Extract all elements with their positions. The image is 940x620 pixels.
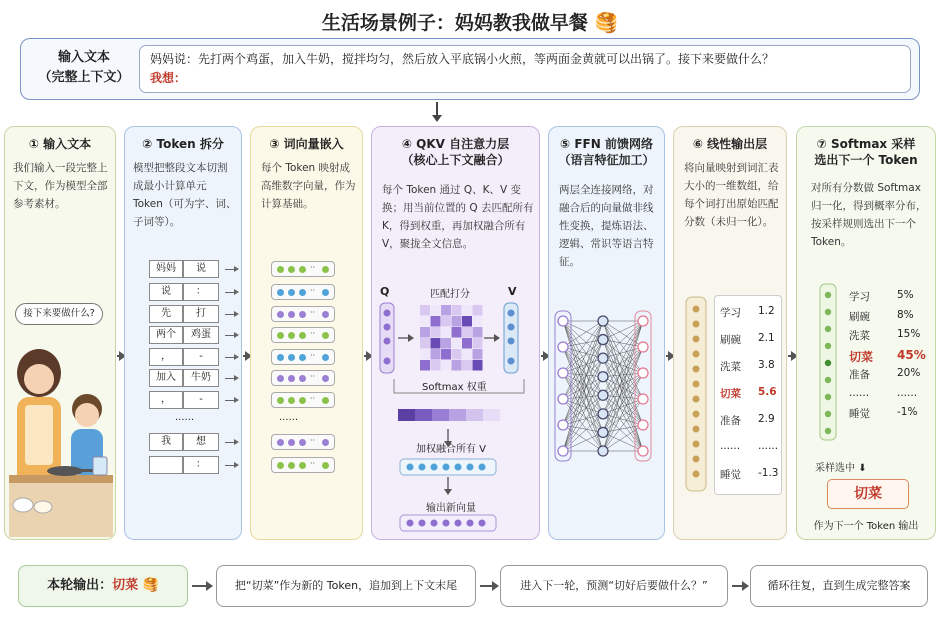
pancake-icon: 🥞	[594, 12, 619, 34]
embedding-vector: ··	[271, 370, 335, 386]
q-label: Q	[380, 285, 390, 298]
score-value: 2.1	[758, 332, 775, 344]
logit-dot	[693, 381, 700, 388]
attention-cell	[441, 305, 451, 316]
neuron	[638, 342, 648, 352]
attention-cell	[420, 338, 430, 349]
v-label: V	[508, 285, 517, 298]
logit-dot	[693, 366, 700, 373]
logit-dot	[693, 471, 700, 478]
attention-cell	[441, 338, 451, 349]
pancake-icon: 🥞	[142, 578, 159, 593]
attention-cell	[473, 360, 483, 371]
score-word: 洗菜	[720, 361, 741, 373]
token-cell: ，	[149, 391, 183, 409]
attention-cell	[452, 305, 462, 316]
embedding-vector: ··	[271, 392, 335, 408]
panel-title: ① 输入文本	[28, 137, 92, 151]
probability-dot	[825, 411, 831, 417]
panel-attention	[371, 126, 540, 540]
speech-bubble: 接下来要做什么?	[15, 303, 103, 325]
vector-dot	[443, 520, 450, 527]
neuron	[558, 420, 568, 430]
attention-cell	[452, 327, 462, 338]
attention-cell	[431, 305, 441, 316]
panel-desc: 每个 Token 映射成高维数字向量，作为计算基础。	[261, 162, 356, 210]
probability-word: 睡觉	[849, 408, 870, 420]
round-output-box: 本轮输出：切菜 🥞	[18, 565, 188, 607]
down-arrow-icon	[436, 102, 438, 118]
panel-input-text	[4, 126, 116, 540]
vector-dot	[419, 520, 426, 527]
score-word: 学习	[720, 307, 741, 319]
softmax-label: Softmax 权重	[422, 382, 487, 393]
softmax-weight-cell	[466, 409, 483, 421]
token-cell: ：	[183, 283, 219, 301]
logit-dot	[693, 426, 700, 433]
arrow-icon	[666, 355, 672, 357]
arrow-icon	[225, 442, 237, 443]
panel-desc: 我们输入一段完整上下文，作为模型全部参考素材。	[13, 162, 108, 210]
neuron	[598, 335, 608, 345]
attention-cell	[452, 338, 462, 349]
neuron	[558, 368, 568, 378]
sampled-label: 采样选中 ⬇	[815, 463, 867, 474]
arrow-icon	[225, 378, 237, 379]
attention-cell	[420, 327, 430, 338]
softmax-weight-cell	[415, 409, 432, 421]
probability-word: 准备	[849, 369, 870, 381]
sampled-footer: 作为下一个 Token 输出	[813, 521, 919, 532]
panel-desc: 两层全连接网络，对融合后的向量做非线性变换，提炼语法、逻辑、常识等语言特征。	[559, 184, 654, 268]
token-cell: ，	[149, 348, 183, 366]
neuron	[598, 316, 608, 326]
input-text-box	[20, 38, 920, 100]
page-title: 生活场景例子：妈妈教我做早餐 🥞	[321, 12, 619, 34]
probability-value: 8%	[897, 308, 914, 321]
vector-dot	[431, 520, 438, 527]
neuron	[598, 409, 608, 419]
logit-dot	[693, 396, 700, 403]
attention-cell	[473, 338, 483, 349]
probability-value: -1%	[897, 406, 918, 418]
arrow-icon	[225, 465, 237, 466]
probability-dot	[825, 326, 831, 332]
attention-cell	[431, 349, 441, 360]
attention-cell	[431, 316, 441, 327]
attention-cell	[462, 316, 472, 327]
neuron	[558, 316, 568, 326]
embedding-vector: ··	[271, 457, 335, 473]
panel-desc: 将向量映射到词汇表大小的一维数组，给每个词打出原始匹配分数（未归一化）。	[684, 162, 779, 228]
neuron	[638, 394, 648, 404]
embedding-vector: ··	[271, 261, 335, 277]
attention-cell	[420, 305, 430, 316]
score-value: 3.8	[758, 359, 775, 371]
attention-cell	[441, 349, 451, 360]
logit-dot	[693, 441, 700, 448]
neural-network-diagram	[553, 307, 663, 467]
attention-cell	[441, 360, 451, 371]
panel-title: ④ QKV 自注意力层 （核心上下文融合）	[401, 137, 510, 167]
arrow-icon	[480, 585, 496, 587]
token-cell: 两个	[149, 326, 183, 344]
arrow-icon	[225, 269, 237, 270]
arrow-icon	[117, 355, 123, 357]
token-cell: 说	[149, 283, 183, 301]
vector-dot	[455, 464, 462, 471]
score-value: 2.9	[758, 413, 775, 425]
softmax-weight-cell	[449, 409, 466, 421]
attention-cell	[462, 305, 472, 316]
softmax-weight-cell	[500, 409, 517, 421]
arrow-icon	[225, 335, 237, 336]
arrow-icon	[225, 357, 237, 358]
neuron	[598, 390, 608, 400]
vector-dot	[419, 464, 426, 471]
logit-dot	[693, 411, 700, 418]
token-cell: 妈妈	[149, 260, 183, 278]
vector-dot	[443, 464, 450, 471]
vector-dot	[455, 520, 462, 527]
vector-dot	[407, 520, 414, 527]
sampled-token-box: 切菜	[827, 479, 909, 509]
probability-dot	[825, 394, 831, 400]
embedding-vector: ··	[271, 349, 335, 365]
softmax-weight-cell	[432, 409, 449, 421]
logit-dot	[693, 321, 700, 328]
neuron	[638, 316, 648, 326]
attention-cell	[420, 349, 430, 360]
logit-dot	[693, 336, 700, 343]
score-value: 1.2	[758, 305, 775, 317]
neuron	[558, 342, 568, 352]
panel-desc: 对所有分数做 Softmax 归一化，得到概率分布，按采样规则选出下一个 Token。	[811, 182, 927, 248]
embedding-vector: ··	[271, 284, 335, 300]
output-vector-label: 输出新向量	[426, 503, 476, 514]
input-label: 输入文本 （完整上下文）	[38, 50, 130, 85]
score-word: 切菜	[720, 388, 741, 400]
attention-cell	[420, 360, 430, 371]
score-value: -1.3	[758, 467, 779, 479]
embedding-vector: ··	[271, 327, 335, 343]
neuron	[598, 372, 608, 382]
attention-cell	[441, 316, 451, 327]
score-word: 准备	[720, 415, 741, 427]
panel-linear-output	[673, 126, 787, 540]
neuron	[598, 353, 608, 363]
arrow-icon	[225, 314, 237, 315]
attention-cell	[431, 360, 441, 371]
panel-title: ③ 词向量嵌入	[269, 137, 344, 151]
token-cell: -	[183, 348, 219, 366]
logit-vector	[684, 295, 708, 495]
token-cell: 鸡蛋	[183, 326, 219, 344]
score-word: 刷碗	[720, 334, 741, 346]
token-cell: ：	[183, 456, 219, 474]
embedding-vector: ··	[271, 306, 335, 322]
neuron	[598, 427, 608, 437]
score-word: ......	[720, 440, 741, 452]
probability-dot	[825, 377, 831, 383]
neuron	[638, 446, 648, 456]
down-arrow-icon: ⬇	[858, 463, 867, 474]
probability-dot	[825, 428, 831, 434]
attention-cell	[462, 349, 472, 360]
probability-word: 刷碗	[849, 310, 870, 323]
token-cell: 想	[183, 433, 219, 451]
arrow-icon	[732, 585, 746, 587]
probability-word: 洗菜	[849, 330, 870, 342]
embedding-vector: ··	[271, 434, 335, 450]
attention-cell	[462, 360, 472, 371]
panel-title: ⑥ 线性输出层	[692, 137, 768, 151]
probability-word: 学习	[849, 291, 870, 303]
attention-cell	[473, 305, 483, 316]
token-cell: 我	[149, 433, 183, 451]
panel-softmax-sampling	[796, 126, 936, 540]
attention-cell	[473, 327, 483, 338]
probability-dot	[825, 292, 831, 298]
score-value: 5.6	[758, 386, 777, 398]
panel-title: ⑦ Softmax 采样 选出下一个 Token	[814, 137, 918, 167]
token-cell: 加入	[149, 369, 183, 387]
probability-word: ......	[849, 386, 870, 399]
match-label: 匹配打分	[430, 289, 470, 300]
token-cell	[149, 456, 183, 474]
panel-token-split	[124, 126, 242, 540]
attention-cell	[473, 349, 483, 360]
probability-value: ......	[897, 386, 918, 399]
probability-value: 45%	[897, 347, 926, 362]
step-next-round: 进入下一轮，预测“切好后要做什么？”	[500, 565, 728, 607]
token-cell: -	[183, 391, 219, 409]
neuron	[558, 394, 568, 404]
token-ellipsis: ......	[175, 412, 195, 423]
mom-and-child-illustration	[9, 333, 113, 537]
arrow-icon	[225, 292, 237, 293]
softmax-weight-cell	[398, 409, 415, 421]
token-cell: 打	[183, 305, 219, 323]
probability-value: 5%	[897, 289, 914, 301]
token-cell: 说	[183, 260, 219, 278]
score-word: 睡觉	[720, 469, 741, 481]
attention-cell	[462, 327, 472, 338]
arrow-icon	[788, 355, 795, 357]
vector-dot	[467, 520, 474, 527]
vector-dot	[467, 464, 474, 471]
attention-cell	[431, 338, 441, 349]
neuron	[638, 420, 648, 430]
arrow-icon	[364, 355, 370, 357]
fuse-label: 加权融合所有 V	[416, 444, 487, 455]
vector-dot	[431, 464, 438, 471]
step-loop: 循环往复，直到生成完整答案	[750, 565, 928, 607]
attention-cell	[452, 349, 462, 360]
score-value: ......	[758, 440, 779, 452]
vector-dot	[479, 520, 486, 527]
token-cell: 牛奶	[183, 369, 219, 387]
arrow-icon	[225, 400, 237, 401]
attention-cell	[473, 316, 483, 327]
vector-dot	[479, 464, 486, 471]
neuron	[558, 446, 568, 456]
probability-dot	[825, 360, 831, 366]
attention-cell	[452, 316, 462, 327]
input-context-text: 妈妈说：先打两个鸡蛋，加入牛奶，搅拌均匀，然后放入平底锅小火煎，等两面金黄就可以出锅了。接下来要做什么？ 我想：	[139, 45, 911, 93]
panel-embedding	[250, 126, 363, 540]
probability-dot	[825, 309, 831, 315]
panel-desc: 每个 Token 通过 Q、K、V 变换；用当前位置的 Q 去匹配所有 K，得到权重，再加权融合所有 V，聚拢全文信息。	[382, 184, 534, 250]
token-cell: 先	[149, 305, 183, 323]
step-append-token: 把“切菜”作为新的 Token，追加到上下文末尾	[216, 565, 476, 607]
logit-dot	[693, 456, 700, 463]
probability-dot	[825, 343, 831, 349]
attention-cell	[441, 327, 451, 338]
arrow-icon	[192, 585, 210, 587]
arrow-icon	[243, 355, 249, 357]
attention-cell	[452, 360, 462, 371]
panel-title: ② Token 拆分	[142, 137, 224, 151]
arrow-icon	[541, 355, 547, 357]
logit-dot	[693, 306, 700, 313]
panel-ffn	[548, 126, 665, 540]
vector-dot	[407, 464, 414, 471]
panel-title: ⑤ FFN 前馈网络 （语言特征加工）	[558, 137, 655, 167]
attention-cell	[420, 316, 430, 327]
probability-word: 切菜	[849, 349, 874, 364]
softmax-weight-cell	[483, 409, 500, 421]
probability-value: 20%	[897, 367, 921, 379]
neuron	[598, 446, 608, 456]
probability-value: 15%	[897, 328, 921, 340]
neuron	[638, 368, 648, 378]
token-ellipsis: ......	[279, 412, 299, 423]
probability-vector	[819, 283, 837, 443]
panel-desc: 模型把整段文本切割成最小计算单元 Token（可为字、词、子词等）。	[133, 162, 237, 228]
logit-dot	[693, 351, 700, 358]
attention-cell	[431, 327, 441, 338]
attention-cell	[462, 338, 472, 349]
